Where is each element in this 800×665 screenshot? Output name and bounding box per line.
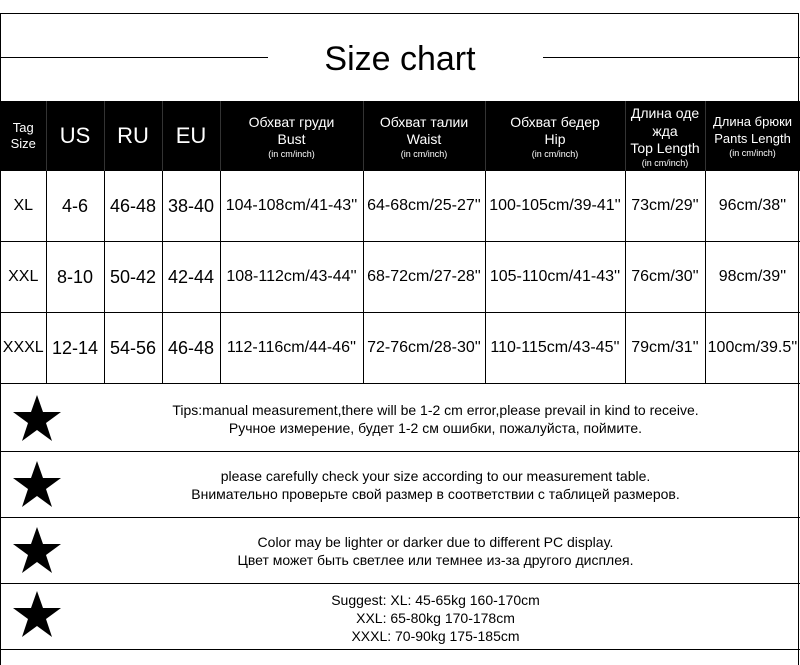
cell-us: 12-14 [46, 313, 104, 384]
cell-bust: 112-116cm/44-46'' [220, 313, 363, 384]
tip-line: XXXL: 70-90kg 175-185cm [351, 628, 520, 644]
page-title: Size chart [324, 40, 476, 78]
cell-bust: 108-112cm/43-44'' [220, 242, 363, 313]
table-header-row [1, 101, 800, 171]
tip-block [1, 584, 800, 650]
header-pants-length: Длина брюки Pants Length (in cm/inch) [705, 101, 800, 171]
cell-pants: 96cm/38'' [705, 171, 800, 242]
cell-tag: XL [1, 171, 46, 242]
cell-ru: 46-48 [104, 171, 162, 242]
header-waist: Обхват талии Waist (in cm/inch) [363, 101, 485, 171]
star-icon [12, 393, 62, 443]
cell-hip: 110-115cm/43-45'' [485, 313, 625, 384]
cell-top: 73cm/29'' [625, 171, 705, 242]
star-icon [12, 459, 62, 509]
cell-waist: 68-72cm/27-28'' [363, 242, 485, 313]
cell-us: 4-6 [46, 171, 104, 242]
cell-us: 8-10 [46, 242, 104, 313]
star-icon [12, 525, 62, 575]
cell-ru: 50-42 [104, 242, 162, 313]
table-row [1, 313, 800, 384]
tip-line: XXL: 65-80kg 170-178cm [356, 610, 515, 626]
header-eu: EU [162, 101, 220, 171]
tip-line: Ручное измерение, будет 1-2 см ошибки, пожалуйста, поймите. [228, 420, 643, 436]
tip-block [1, 518, 800, 584]
cell-top: 76cm/30'' [625, 242, 705, 313]
cell-eu: 38-40 [162, 171, 220, 242]
cell-tag: XXXL [1, 313, 46, 384]
header-ru: RU [104, 101, 162, 171]
size-table [1, 101, 800, 384]
cell-waist: 64-68cm/25-27'' [363, 171, 485, 242]
header-hip: Обхват бедер Hip (in cm/inch) [485, 101, 625, 171]
cell-top: 79cm/31'' [625, 313, 705, 384]
tip-line: Suggest: XL: 45-65kg 160-170cm [331, 592, 540, 608]
star-icon [12, 589, 62, 639]
header-bust: Обхват груди Bust (in cm/inch) [220, 101, 363, 171]
tip-line: Tips:manual measurement,there will be 1-2 cm error,please prevail in kind to receive. [172, 402, 699, 418]
header-tag-size: Tag Size [1, 101, 46, 171]
tip-line: Цвет может быть светлее или темнее из-за другого дисплея. [237, 552, 634, 568]
tip-line: Color may be lighter or darker due to different PC display. [257, 534, 614, 550]
tip-line: Внимательно проверьте свой размер в соответствии с таблицей размеров. [191, 486, 680, 502]
cell-pants: 98cm/39'' [705, 242, 800, 313]
tip-block [1, 386, 800, 452]
header-us: US [46, 101, 104, 171]
header-top-length: Длина оде жда Top Length (in cm/inch) [625, 101, 705, 171]
table-row [1, 242, 800, 313]
tip-block [1, 452, 800, 518]
cell-ru: 54-56 [104, 313, 162, 384]
cell-hip: 105-110cm/41-43'' [485, 242, 625, 313]
cell-pants: 100cm/39.5'' [705, 313, 800, 384]
tip-line: please carefully check your size according to our measurement table. [220, 468, 651, 484]
cell-waist: 72-76cm/28-30'' [363, 313, 485, 384]
cell-tag: XXL [1, 242, 46, 313]
cell-hip: 100-105cm/39-41'' [485, 171, 625, 242]
cell-eu: 42-44 [162, 242, 220, 313]
cell-bust: 104-108cm/41-43'' [220, 171, 363, 242]
table-row [1, 171, 800, 242]
cell-eu: 46-48 [162, 313, 220, 384]
